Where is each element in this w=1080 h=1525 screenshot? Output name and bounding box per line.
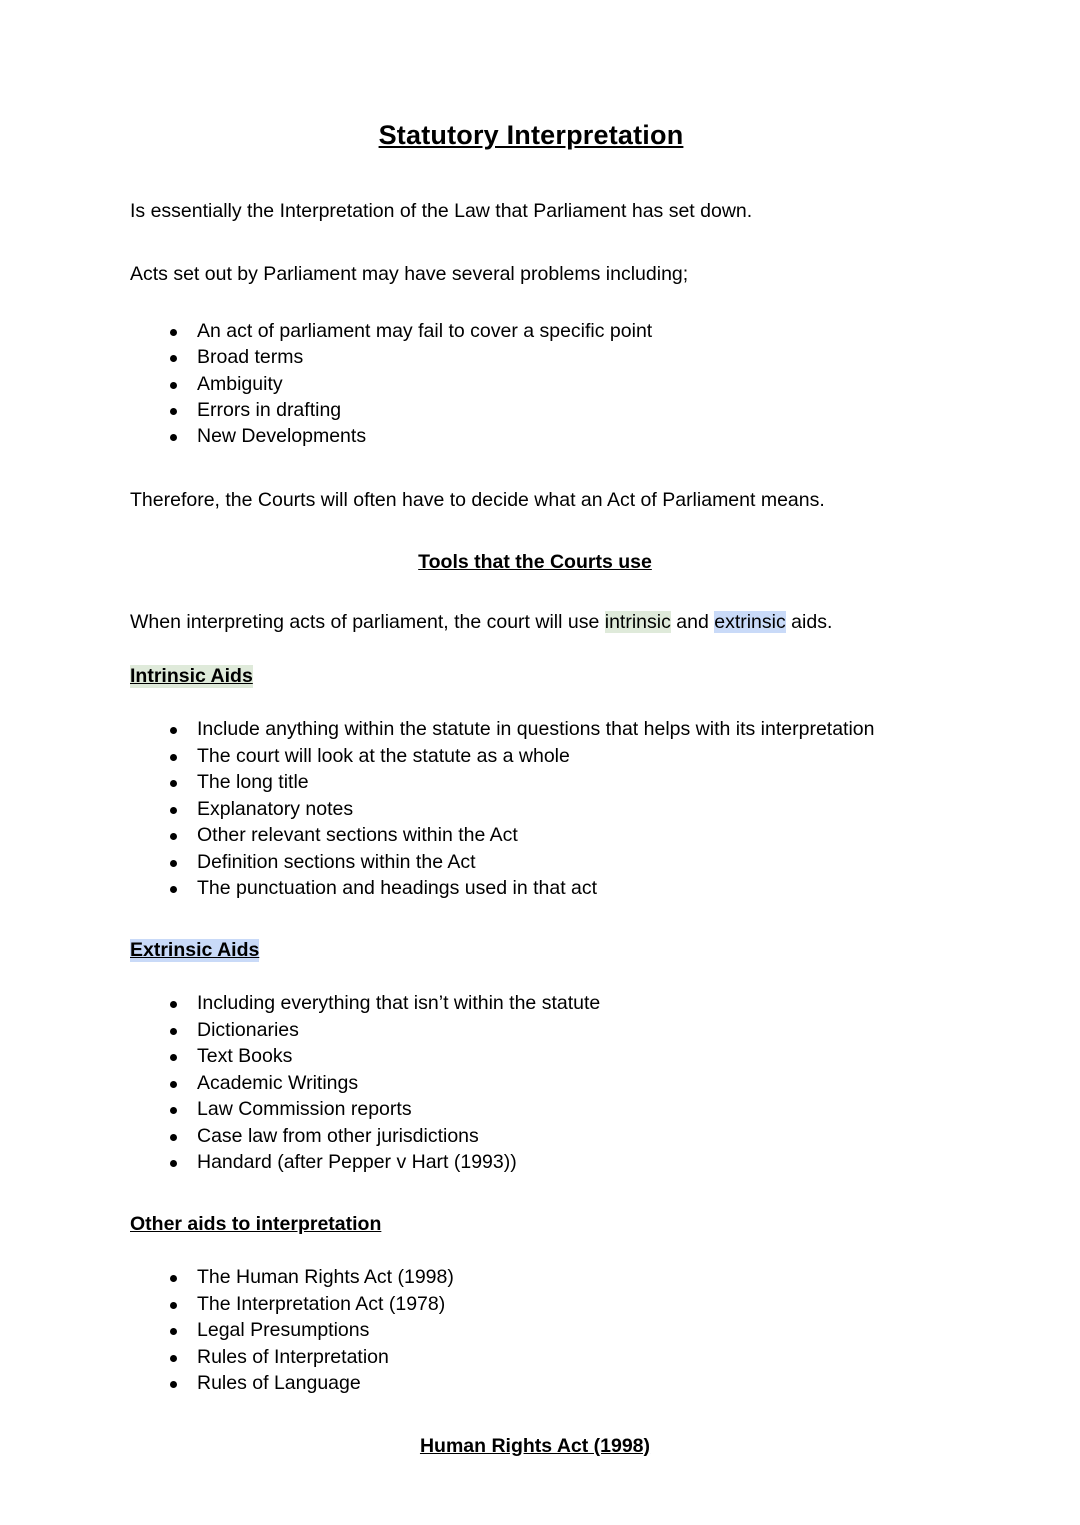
list-item: The punctuation and headings used in that act: [166, 875, 950, 901]
list-item: Case law from other jurisdictions: [166, 1123, 950, 1149]
tools-section-heading: Tools that the Courts use: [418, 551, 652, 574]
other-aids-list: [130, 1264, 950, 1396]
intrinsic-aids-list: [130, 716, 950, 901]
intro-paragraph-1: Is essentially the Interpretation of the Law that Parliament has set down.: [130, 200, 753, 222]
list-item: Broad terms: [166, 344, 950, 370]
list-item: Dictionaries: [166, 1017, 950, 1043]
extrinsic-heading-wrap: [130, 939, 950, 990]
list-item: Including everything that isn’t within the statute: [166, 990, 950, 1016]
list-item: The court will look at the statute as a whole: [166, 743, 950, 769]
intrinsic-heading-wrap: [130, 665, 950, 716]
extrinsic-aids-heading: Extrinsic Aids: [130, 939, 260, 962]
list-item: Text Books: [166, 1043, 950, 1069]
list-item: The Human Rights Act (1998): [166, 1264, 950, 1290]
list-item: An act of parliament may fail to cover a specific point: [166, 318, 950, 344]
tools-paragraph-part3: aids.: [785, 611, 833, 634]
list-item: Include anything within the statute in questions that helps with its interpretation: [166, 716, 950, 742]
other-aids-heading: Other aids to interpretation: [130, 1213, 382, 1236]
tools-paragraph-part1: When interpreting acts of parliament, the court will use: [130, 611, 605, 634]
list-item: Handard (after Pepper v Hart (1993)): [166, 1149, 950, 1175]
page-title: Statutory Interpretation: [378, 120, 684, 150]
list-item: Other relevant sections within the Act: [166, 822, 950, 848]
highlight-intrinsic: intrinsic: [604, 611, 671, 634]
after-problems-paragraph: Therefore, the Courts will often have to decide what an Act of Parliament means.: [130, 488, 825, 511]
list-item: The long title: [166, 769, 950, 795]
list-item: Explanatory notes: [166, 796, 950, 822]
other-aids-heading-wrap: [130, 1213, 950, 1264]
extrinsic-aids-list: [130, 990, 950, 1175]
list-item: Legal Presumptions: [166, 1317, 950, 1343]
list-item: The Interpretation Act (1978): [166, 1291, 950, 1317]
list-item: Definition sections within the Act: [166, 849, 950, 875]
list-item: Academic Writings: [166, 1070, 950, 1096]
list-item: Law Commission reports: [166, 1096, 950, 1122]
tools-paragraph-part2: and: [670, 611, 715, 634]
list-item: Ambiguity: [166, 371, 950, 397]
list-item: Errors in drafting: [166, 397, 950, 423]
intrinsic-aids-heading: Intrinsic Aids: [130, 665, 253, 688]
list-item: New Developments: [166, 423, 950, 449]
tools-paragraph: [130, 610, 950, 635]
highlight-extrinsic: extrinsic: [714, 611, 786, 634]
intro-paragraph-2: Acts set out by Parliament may have several problems including;: [130, 263, 689, 286]
list-item: Rules of Interpretation: [166, 1344, 950, 1370]
problems-list: [130, 318, 950, 450]
human-rights-act-heading: Human Rights Act (1998): [419, 1434, 651, 1457]
list-item: Rules of Language: [166, 1370, 950, 1396]
